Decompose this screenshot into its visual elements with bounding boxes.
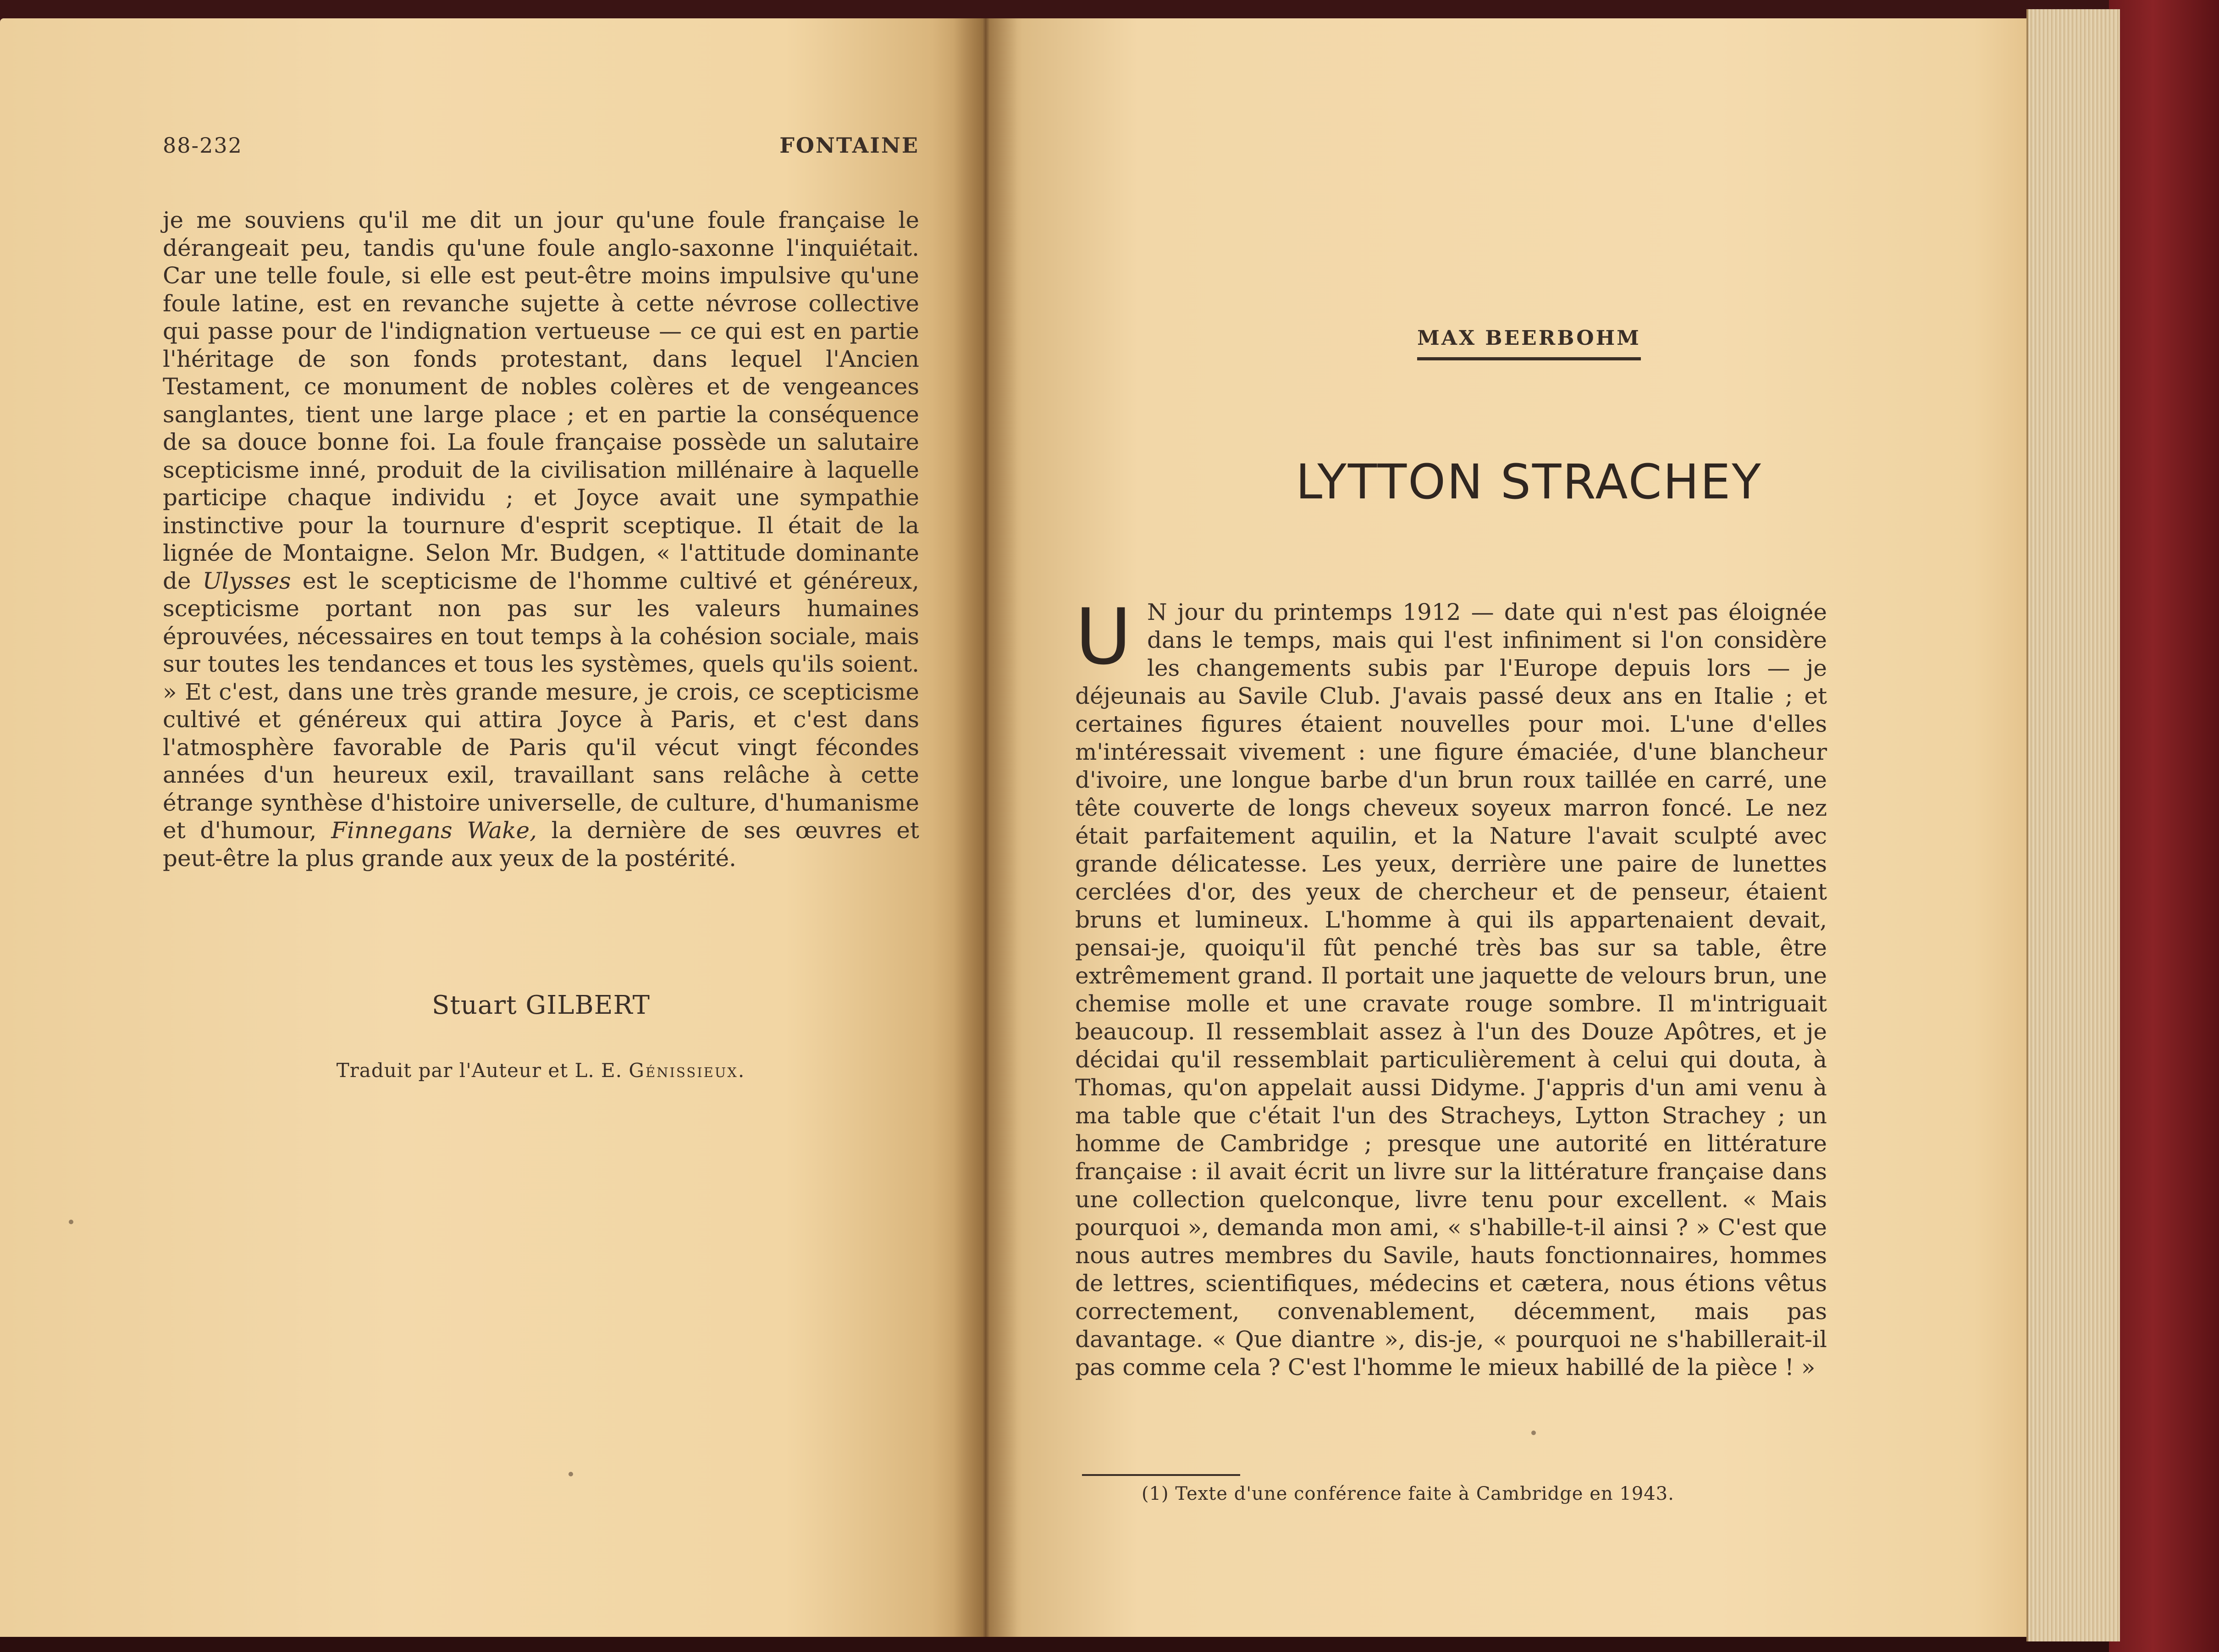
footnote-rule: [1082, 1474, 1240, 1476]
translator-prefix: Traduit par l'Auteur et L. E.: [336, 1059, 623, 1082]
paper-speck: [1531, 1431, 1536, 1435]
left-body-part-2: est le scepticisme de l'homme cultivé et généreux, scepticisme portant non pas sur les valeurs humaines éprouvées, nécessaires en tout temps à la cohésion sociale, mais sur toutes les tendances et tous les systèmes, quels qu'ils soient. » Et c'est, dans une très grande mesure, je crois, ce scepticisme cultivé et généreux qui attira Joyce à Paris, et c'est dans l'atmosphère favorable de Paris qu'il vécut vingt fécondes années d'un heureux exil, travaillant sans relâche à cette étrange synthèse d'histoire universelle, de culture, d'humanisme et d'humour,: [163, 567, 919, 844]
drop-cap: U: [1075, 592, 1132, 682]
article-title: LYTTON STRACHEY: [1296, 454, 1762, 510]
left-page: [0, 18, 981, 1637]
translator-credit: [163, 1059, 919, 1082]
book-binding: [2109, 0, 2219, 1652]
author-signature: Stuart GILBERT: [432, 990, 650, 1020]
translator-name: Génissieux.: [629, 1059, 746, 1082]
paper-speck: [69, 1220, 73, 1224]
page-edges: [2026, 9, 2120, 1641]
left-body-text: [163, 206, 919, 872]
journal-name: FONTAINE: [779, 133, 919, 158]
article-author: [1073, 326, 1985, 360]
article-author-name: MAX BEERBOHM: [1417, 326, 1641, 360]
footnote: (1) Texte d'une conférence faite à Cambridge en 1943.: [1142, 1483, 1674, 1504]
right-page: [981, 18, 2026, 1637]
left-body-part-1: je me souviens qu'il me dit un jour qu'une foule française le dérangeait peu, tandis qu'une foule anglo-saxonne l'inquiétait. Car une telle foule, si elle est peut-être moins impulsive qu'une foule latine, est en revanche sujette à cette névrose collective qui passe pour de l'indignation vertueuse — ce qui est en partie l'héritage de son fonds protestant, dans lequel l'Ancien Testament, ce monument de nobles colères et de vengeances sanglantes, tient une large place ; et en partie la conséquence de sa douce bonne foi. La foule française possède un salutaire scepticisme inné, produit de la civilisation millénaire à laquelle participe chaque individu ; et Joyce avait une sympathie instinctive pour la tournure d'esprit sceptique. Il était de la lignée de Montaigne. Selon Mr. Budgen, « l'attitude dominante de: [163, 207, 919, 594]
italic-ulysses: Ulysses: [202, 567, 291, 594]
right-body-paragraph: N jour du printemps 1912 — date qui n'est pas éloignée dans le temps, mais qui l'est infiniment si l'on considère les changements subis par l'Europe depuis lors — je déjeunais au Savile Club. J'avais passé deux ans en Italie ; et certaines figures étaient nouvelles pour moi. L'une d'elles m'intéressait vivement : une figure émaciée, d'une blancheur d'ivoire, une longue barbe d'un brun roux taillée en carré, une tête couverte de longs cheveux soyeux marron foncé. Le nez était parfaitement aquilin, et la Nature l'avait sculpté avec grande délicatesse. Les yeux, derrière une paire de lunettes cerclées d'or, des yeux de chercheur et de penseur, étaient bruns et lumineux. L'homme à qui ils appartenaient devait, pensai-je, quoiqu'il fût penché très bas sur sa table, être extrêmement grand. Il portait une jaquette de velours brun, une chemise molle et une cravate rouge sombre. Il m'intriguait beaucoup. Il ressemblait assez à l'un des Douze Apôtres, et je décidai qu'il ressemblait particulièrement à celui qui douta, à Thomas, qu'on appelait aussi Didyme. J'appris d'un ami venu à ma table que c'était l'un des Stracheys, Lytton Strachey ; un homme de Cambridge ; presque une autorité en littérature française : il avait écrit un livre sur la littérature française dans une collection quelconque, livre tenu pour excellent. « Mais pourquoi », demanda mon ami, « s'habille-t-il ainsi ? » C'est que nous autres membres du Savile, hauts fonctionnaires, hommes de lettres, scientifiques, médecins et cætera, nous étions vêtus correctement, convenablement, décemment, mais pas davantage. « Que diantre », dis-je, « pourquoi ne s'habillerait-il pas comme cela ? C'est l'homme le mieux habillé de la pièce ! »: [1075, 599, 1827, 1381]
left-body-part-3: la dernière de ses œuvres et peut-être la plus grande aux yeux de la postérité.: [163, 817, 919, 872]
right-body-text: [1075, 592, 1827, 1381]
page-folio: 88-232: [163, 133, 243, 158]
italic-finnegans-wake: Finnegans Wake,: [331, 817, 537, 844]
paper-speck: [569, 1472, 573, 1476]
